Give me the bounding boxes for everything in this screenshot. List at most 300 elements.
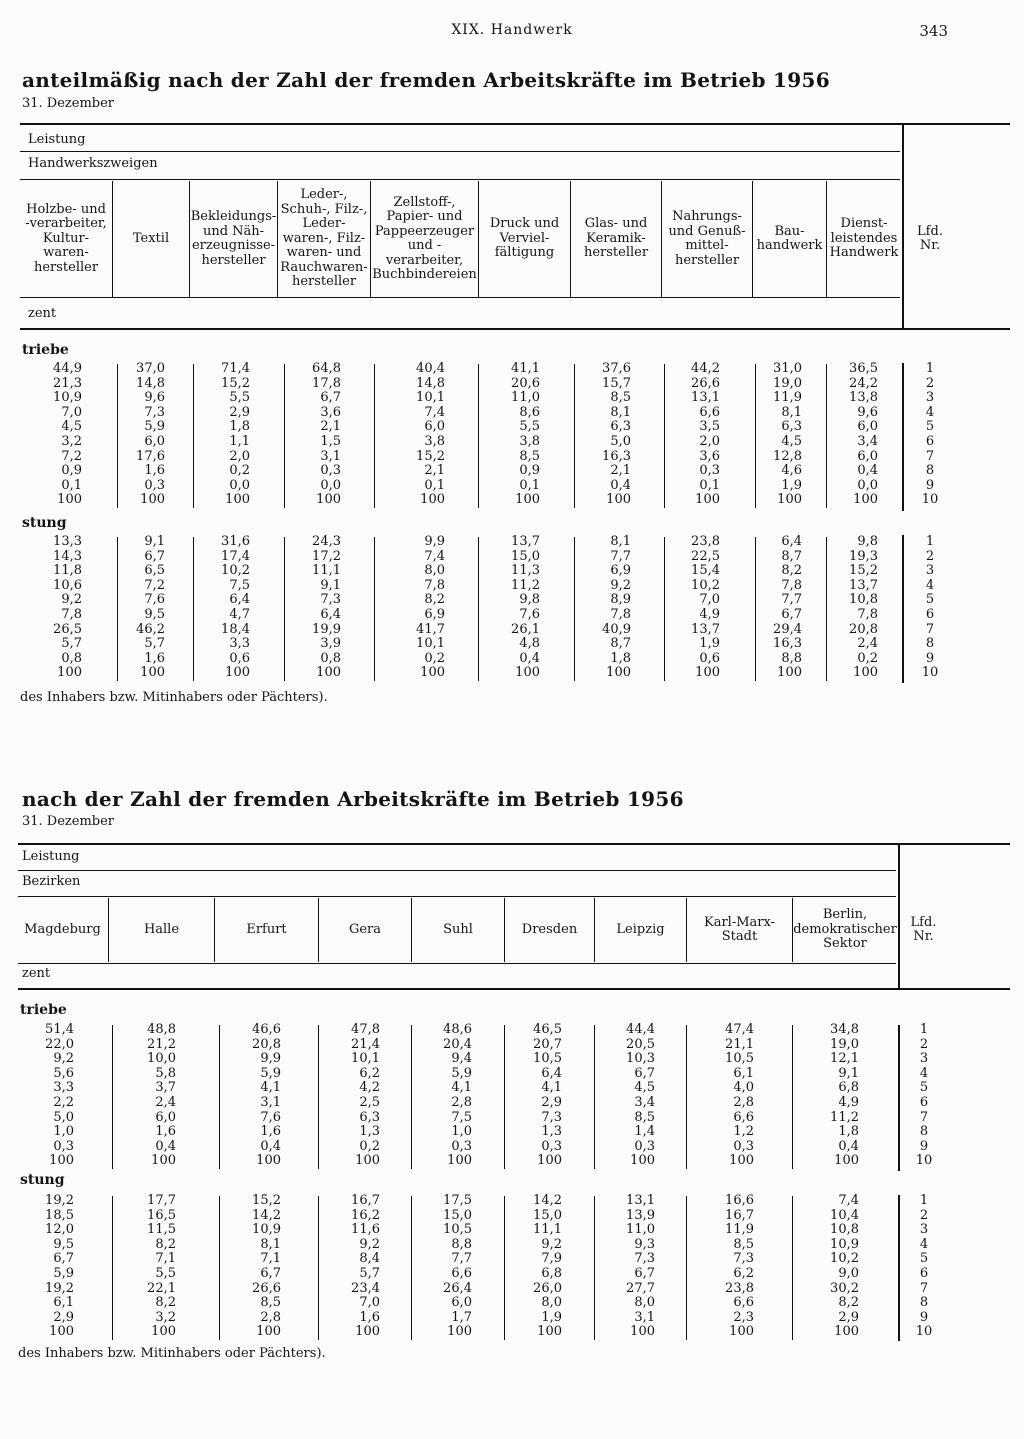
table-cell: 10,1 — [351, 1051, 380, 1067]
table-cell: 9,1 — [838, 1065, 859, 1081]
table1-data-column — [602, 362, 631, 508]
table1-data-column — [511, 362, 540, 508]
table1-top-rule — [20, 123, 1010, 125]
lfd-number: 2 — [919, 1036, 929, 1052]
table1-col-divider — [661, 181, 662, 297]
table-cell: 7,0 — [61, 404, 82, 420]
table-cell: 11,0 — [626, 1222, 655, 1238]
table1-data-column — [773, 362, 802, 508]
table-cell: 1,4 — [634, 1124, 655, 1140]
table-cell: 11,3 — [511, 563, 540, 579]
table-cell: 1,2 — [733, 1124, 754, 1140]
table-cell: 6,6 — [451, 1265, 472, 1281]
lfd-number: 5 — [919, 1251, 929, 1267]
table-cell: 0,4 — [610, 477, 631, 493]
table1-rule — [20, 297, 900, 298]
table1-data-divider — [193, 537, 194, 681]
table-cell: 7,2 — [144, 577, 165, 593]
table-cell: 7,2 — [61, 448, 82, 464]
table-cell: 100 — [256, 1153, 281, 1169]
table1-data-divider — [826, 537, 827, 681]
table-cell: 16,3 — [602, 448, 631, 464]
table-cell: 19,0 — [830, 1036, 859, 1052]
table-cell: 100 — [49, 1324, 74, 1340]
table-cell: 100 — [420, 665, 445, 681]
table2-label-group: Bezirken — [22, 874, 81, 889]
table2-data-column — [252, 1194, 281, 1340]
table2-data-divider — [112, 1025, 113, 1169]
table-cell: 9,2 — [610, 577, 631, 593]
table-cell: 8,5 — [519, 448, 540, 464]
table2-section-label: stung — [20, 1172, 65, 1188]
table-cell: 5,7 — [144, 636, 165, 652]
table-cell: 9,2 — [359, 1236, 380, 1252]
table-cell: 15,7 — [602, 375, 631, 391]
table2-rule — [18, 896, 896, 897]
table-cell: 5,0 — [53, 1109, 74, 1125]
table-cell: 4,9 — [699, 606, 720, 622]
table1-col-divider — [826, 181, 827, 297]
table-cell: 10,2 — [221, 563, 250, 579]
table2-lfd-column — [904, 1023, 944, 1169]
table-cell: 11,5 — [147, 1222, 176, 1238]
table-cell: 4,8 — [519, 636, 540, 652]
table-cell: 8,1 — [260, 1236, 281, 1252]
table-cell: 6,3 — [781, 419, 802, 435]
table2-data-column — [626, 1194, 655, 1340]
lfd-number: 7 — [925, 621, 935, 637]
table-cell: 44,9 — [53, 361, 82, 376]
table1-data-column — [312, 362, 341, 508]
table1-col-header: Zellstoff-, Papier- und Pappeerzeuger und -verarbeiter, Buchbindereien — [372, 194, 477, 282]
table-cell: 5,9 — [53, 1265, 74, 1281]
table1-col-header: Textil — [132, 230, 170, 246]
table-cell: 6,7 — [634, 1065, 655, 1081]
table-cell: 8,2 — [155, 1295, 176, 1311]
lfd-number: 9 — [925, 650, 935, 666]
table-cell: 12,8 — [773, 448, 802, 464]
table-cell: 11,9 — [725, 1222, 754, 1238]
table2-data-divider — [411, 1025, 412, 1169]
table1-title: anteilmäßig nach der Zahl der fremden Arbeitskräfte im Betrieb 1956 — [22, 68, 830, 92]
table-cell: 14,8 — [416, 375, 445, 391]
lfd-number: 6 — [925, 606, 935, 622]
table-cell: 1,5 — [320, 433, 341, 449]
table1-col-header: Nahrungs- und Genuß-mittel-hersteller — [668, 209, 746, 268]
table-cell: 2,9 — [53, 1309, 74, 1325]
table-cell: 7,6 — [144, 592, 165, 608]
table-cell: 19,2 — [45, 1193, 74, 1208]
table-cell: 9,1 — [320, 577, 341, 593]
table1-col-header: Glas- und Keramik-hersteller — [583, 216, 649, 261]
table-cell: 8,7 — [610, 636, 631, 652]
table-cell: 3,8 — [519, 433, 540, 449]
table-cell: 18,5 — [45, 1207, 74, 1223]
table-cell: 6,6 — [699, 404, 720, 420]
table-cell: 5,0 — [610, 433, 631, 449]
table2-top-rule — [18, 843, 1010, 845]
table1-label-zent: zent — [28, 306, 57, 321]
table-cell: 1,3 — [541, 1124, 562, 1140]
table-cell: 14,2 — [252, 1207, 281, 1223]
table-cell: 9,4 — [451, 1051, 472, 1067]
table-cell: 5,9 — [144, 419, 165, 435]
table1-lfd-divider — [902, 535, 904, 683]
lfd-number: 7 — [919, 1280, 929, 1296]
table-cell: 1,9 — [781, 477, 802, 493]
table-cell: 19,2 — [45, 1280, 74, 1296]
table-cell: 7,4 — [838, 1193, 859, 1208]
lfd-number: 6 — [919, 1265, 929, 1281]
table-cell: 0,4 — [857, 463, 878, 479]
table1-data-column — [136, 362, 165, 508]
table1-col-header: Dienst-leistendes Handwerk — [829, 216, 899, 261]
table1-data-divider — [478, 537, 479, 681]
table2-data-column — [626, 1023, 655, 1169]
table-cell: 46,6 — [252, 1022, 281, 1037]
table-cell: 13,7 — [511, 534, 540, 549]
table-cell: 6,4 — [229, 592, 250, 608]
table2-col-header: Dresden — [521, 921, 578, 937]
table-cell: 20,8 — [252, 1036, 281, 1052]
table-cell: 7,8 — [781, 577, 802, 593]
lfd-number: 8 — [925, 636, 935, 652]
table-cell: 1,7 — [451, 1309, 472, 1325]
table-cell: 100 — [225, 492, 250, 508]
lfd-number: 10 — [915, 1324, 933, 1340]
lfd-number: 1 — [919, 1022, 929, 1037]
table2-col-header: Erfurt — [246, 921, 287, 937]
table2-col-header: Gera — [348, 921, 382, 937]
table1-data-column — [53, 362, 82, 508]
table-cell: 0,0 — [857, 477, 878, 493]
table-cell: 3,6 — [320, 404, 341, 420]
table2-lfd-column — [904, 1194, 944, 1340]
table-cell: 6,0 — [857, 448, 878, 464]
table-cell: 5,5 — [519, 419, 540, 435]
table1-data-divider — [755, 364, 756, 508]
table-cell: 15,0 — [511, 548, 540, 564]
table1-data-divider — [478, 364, 479, 508]
table2-footnote: des Inhabers bzw. Mitinhabers oder Pächters). — [18, 1346, 326, 1361]
table-cell: 44,4 — [626, 1022, 655, 1037]
table-cell: 8,5 — [634, 1109, 655, 1125]
table-cell: 0,2 — [359, 1138, 380, 1154]
table-cell: 3,4 — [857, 433, 878, 449]
table-cell: 9,2 — [61, 592, 82, 608]
table-cell: 5,5 — [229, 390, 250, 406]
table-cell: 0,1 — [424, 477, 445, 493]
table1-section-label: triebe — [22, 342, 69, 358]
table-cell: 47,4 — [725, 1022, 754, 1037]
table-cell: 8,1 — [610, 534, 631, 549]
table1-data-divider — [826, 364, 827, 508]
table-cell: 1,8 — [610, 650, 631, 666]
table-cell: 6,7 — [634, 1265, 655, 1281]
table1-col-header: Bau-handwerk — [756, 223, 823, 253]
table-cell: 6,7 — [260, 1265, 281, 1281]
table-cell: 100 — [853, 492, 878, 508]
table-cell: 22,1 — [147, 1280, 176, 1296]
table-cell: 100 — [316, 492, 341, 508]
table2-header-bottom-rule — [18, 988, 1010, 990]
table-cell: 8,0 — [634, 1295, 655, 1311]
table-cell: 23,8 — [725, 1280, 754, 1296]
table-cell: 11,1 — [312, 563, 341, 579]
table-cell: 4,5 — [781, 433, 802, 449]
lfd-number: 8 — [919, 1295, 929, 1311]
table2-data-divider — [504, 1196, 505, 1340]
table1-data-column — [849, 362, 878, 508]
lfd-number: 9 — [919, 1138, 929, 1154]
table-cell: 24,2 — [849, 375, 878, 391]
table-cell: 6,9 — [424, 606, 445, 622]
table-cell: 36,5 — [849, 361, 878, 376]
table-cell: 0,1 — [699, 477, 720, 493]
table-cell: 7,7 — [451, 1251, 472, 1267]
table-cell: 20,5 — [626, 1036, 655, 1052]
table1-col-header: Druck und Verviel-fältigung — [489, 216, 560, 261]
table-cell: 7,6 — [519, 606, 540, 622]
table-cell: 1,6 — [144, 650, 165, 666]
table1-data-divider — [574, 364, 575, 508]
table-cell: 10,9 — [53, 390, 82, 406]
table1-lfd-divider — [902, 125, 904, 329]
lfd-number: 4 — [919, 1065, 929, 1081]
table-cell: 41,1 — [511, 361, 540, 376]
lfd-number: 2 — [919, 1207, 929, 1223]
table-cell: 100 — [256, 1324, 281, 1340]
lfd-number: 10 — [921, 665, 939, 681]
table-cell: 1,0 — [53, 1124, 74, 1140]
table-cell: 10,0 — [147, 1051, 176, 1067]
table-cell: 31,0 — [773, 361, 802, 376]
table1-col-divider — [478, 181, 479, 297]
table-cell: 100 — [420, 492, 445, 508]
table-cell: 7,1 — [260, 1251, 281, 1267]
table-cell: 12,1 — [830, 1051, 859, 1067]
table-cell: 100 — [630, 1324, 655, 1340]
table-cell: 0,4 — [519, 650, 540, 666]
table-cell: 8,2 — [155, 1236, 176, 1252]
table1-data-divider — [117, 364, 118, 508]
table-cell: 1,1 — [229, 433, 250, 449]
table-cell: 5,9 — [451, 1065, 472, 1081]
table-cell: 1,9 — [541, 1309, 562, 1325]
table1-data-divider — [284, 537, 285, 681]
table1-data-divider — [374, 364, 375, 508]
table-cell: 7,8 — [61, 606, 82, 622]
table1-label-group: Handwerkszweigen — [28, 156, 158, 171]
table-cell: 14,3 — [53, 548, 82, 564]
table2-data-divider — [594, 1196, 595, 1340]
table-cell: 5,7 — [359, 1265, 380, 1281]
table-cell: 7,4 — [424, 548, 445, 564]
table-cell: 2,8 — [451, 1094, 472, 1110]
table-cell: 10,3 — [626, 1051, 655, 1067]
lfd-number: 3 — [925, 390, 935, 406]
table-cell: 22,5 — [691, 548, 720, 564]
table-cell: 4,9 — [838, 1094, 859, 1110]
table-cell: 4,1 — [451, 1080, 472, 1096]
table-cell: 4,1 — [541, 1080, 562, 1096]
table-cell: 0,4 — [838, 1138, 859, 1154]
table1-col-divider — [752, 181, 753, 297]
table-cell: 5,9 — [260, 1065, 281, 1081]
table-cell: 1,6 — [260, 1124, 281, 1140]
table-cell: 3,6 — [699, 448, 720, 464]
table-cell: 7,8 — [857, 606, 878, 622]
table-cell: 19,0 — [773, 375, 802, 391]
table-cell: 3,1 — [634, 1309, 655, 1325]
table-cell: 10,1 — [416, 390, 445, 406]
table1-data-column — [511, 535, 540, 681]
table1-data-divider — [574, 537, 575, 681]
table-cell: 1,8 — [229, 419, 250, 435]
table-cell: 3,3 — [53, 1080, 74, 1096]
table1-data-column — [691, 535, 720, 681]
table2-data-column — [443, 1194, 472, 1340]
lfd-number: 4 — [925, 404, 935, 420]
table-cell: 8,5 — [260, 1295, 281, 1311]
table2-col-header: Magdeburg — [24, 921, 101, 937]
table-cell: 6,0 — [155, 1109, 176, 1125]
table-cell: 20,8 — [849, 621, 878, 637]
table-cell: 13,8 — [849, 390, 878, 406]
table-cell: 100 — [834, 1324, 859, 1340]
table-cell: 5,7 — [61, 636, 82, 652]
table1-label-leistung: Leistung — [28, 132, 86, 147]
table-cell: 9,8 — [519, 592, 540, 608]
table1-col-divider — [277, 181, 278, 297]
table-cell: 10,1 — [416, 636, 445, 652]
table2-date: 31. Dezember — [22, 814, 115, 829]
table2-lfd-divider — [898, 845, 900, 989]
table-cell: 9,1 — [144, 534, 165, 549]
table-cell: 7,0 — [359, 1295, 380, 1311]
table-cell: 7,5 — [229, 577, 250, 593]
table-cell: 9,2 — [541, 1236, 562, 1252]
table1-data-divider — [374, 537, 375, 681]
table-cell: 1,6 — [144, 463, 165, 479]
table-cell: 7,6 — [260, 1109, 281, 1125]
table-cell: 3,9 — [320, 636, 341, 652]
table2-lfd-divider — [898, 1195, 900, 1341]
table-cell: 100 — [606, 665, 631, 681]
table-cell: 37,0 — [136, 361, 165, 376]
table-cell: 14,8 — [136, 375, 165, 391]
table-cell: 6,4 — [781, 534, 802, 549]
table-cell: 26,6 — [691, 375, 720, 391]
table-cell: 16,7 — [351, 1193, 380, 1208]
table-cell: 12,0 — [45, 1222, 74, 1238]
table-cell: 100 — [316, 665, 341, 681]
table-cell: 46,2 — [136, 621, 165, 637]
table2-col-header: Berlin, demokratischer Sektor — [793, 907, 897, 952]
table1-rule — [20, 179, 900, 180]
table2-label-leistung: Leistung — [22, 849, 80, 864]
table1-data-column — [416, 362, 445, 508]
table-cell: 8,1 — [781, 404, 802, 420]
table2-rule — [18, 870, 896, 871]
table2-col-divider — [108, 898, 109, 962]
table-cell: 22,0 — [45, 1036, 74, 1052]
table-cell: 0,1 — [61, 477, 82, 493]
table1-rule — [20, 151, 900, 152]
table2-data-column — [351, 1023, 380, 1169]
table1-data-divider — [755, 537, 756, 681]
table-cell: 26,5 — [53, 621, 82, 637]
table-cell: 17,5 — [443, 1193, 472, 1208]
table2-data-column — [830, 1194, 859, 1340]
table-cell: 4,0 — [733, 1080, 754, 1096]
table2-data-column — [533, 1023, 562, 1169]
table2-data-column — [725, 1023, 754, 1169]
table1-data-column — [416, 535, 445, 681]
table-cell: 0,9 — [519, 463, 540, 479]
table-cell: 8,4 — [359, 1251, 380, 1267]
table-cell: 2,3 — [733, 1309, 754, 1325]
table2-title: nach der Zahl der fremden Arbeitskräfte im Betrieb 1956 — [22, 787, 684, 811]
table-cell: 10,6 — [53, 577, 82, 593]
table-cell: 47,8 — [351, 1022, 380, 1037]
table-cell: 0,3 — [144, 477, 165, 493]
table-cell: 100 — [834, 1153, 859, 1169]
table-cell: 0,3 — [320, 463, 341, 479]
table-cell: 29,4 — [773, 621, 802, 637]
table-cell: 16,3 — [773, 636, 802, 652]
table-cell: 5,5 — [155, 1265, 176, 1281]
table-cell: 2,9 — [541, 1094, 562, 1110]
table-cell: 20,4 — [443, 1036, 472, 1052]
table2-data-column — [533, 1194, 562, 1340]
table-cell: 46,5 — [533, 1022, 562, 1037]
lfd-number: 4 — [919, 1236, 929, 1252]
table-cell: 11,2 — [830, 1109, 859, 1125]
table-cell: 5,6 — [53, 1065, 74, 1081]
table-cell: 1,3 — [359, 1124, 380, 1140]
table-cell: 16,6 — [725, 1193, 754, 1208]
table-cell: 2,9 — [838, 1309, 859, 1325]
table-cell: 15,2 — [849, 563, 878, 579]
table-cell: 4,6 — [781, 463, 802, 479]
table-cell: 0,3 — [699, 463, 720, 479]
table2-rule — [18, 963, 896, 964]
table2-col-divider — [214, 898, 215, 962]
table1-col-divider — [112, 181, 113, 297]
table1-footnote: des Inhabers bzw. Mitinhabers oder Pächters). — [20, 690, 328, 705]
table-cell: 100 — [151, 1153, 176, 1169]
table-cell: 30,2 — [830, 1280, 859, 1296]
table-cell: 100 — [853, 665, 878, 681]
lfd-number: 10 — [921, 492, 939, 508]
table2-col-header: Karl-Marx-Stadt — [704, 914, 775, 944]
table-cell: 13,1 — [626, 1193, 655, 1208]
table-cell: 100 — [140, 665, 165, 681]
table2-col-divider — [686, 898, 687, 962]
table-cell: 4,7 — [229, 606, 250, 622]
lfd-number: 5 — [919, 1080, 929, 1096]
table-cell: 0,3 — [451, 1138, 472, 1154]
table-cell: 8,8 — [451, 1236, 472, 1252]
table2-data-divider — [318, 1196, 319, 1340]
lfd-number: 6 — [919, 1094, 929, 1110]
lfd-number: 3 — [919, 1051, 929, 1067]
table-cell: 6,3 — [610, 419, 631, 435]
table-cell: 9,5 — [144, 606, 165, 622]
table-cell: 1,8 — [838, 1124, 859, 1140]
table2-data-divider — [219, 1025, 220, 1169]
